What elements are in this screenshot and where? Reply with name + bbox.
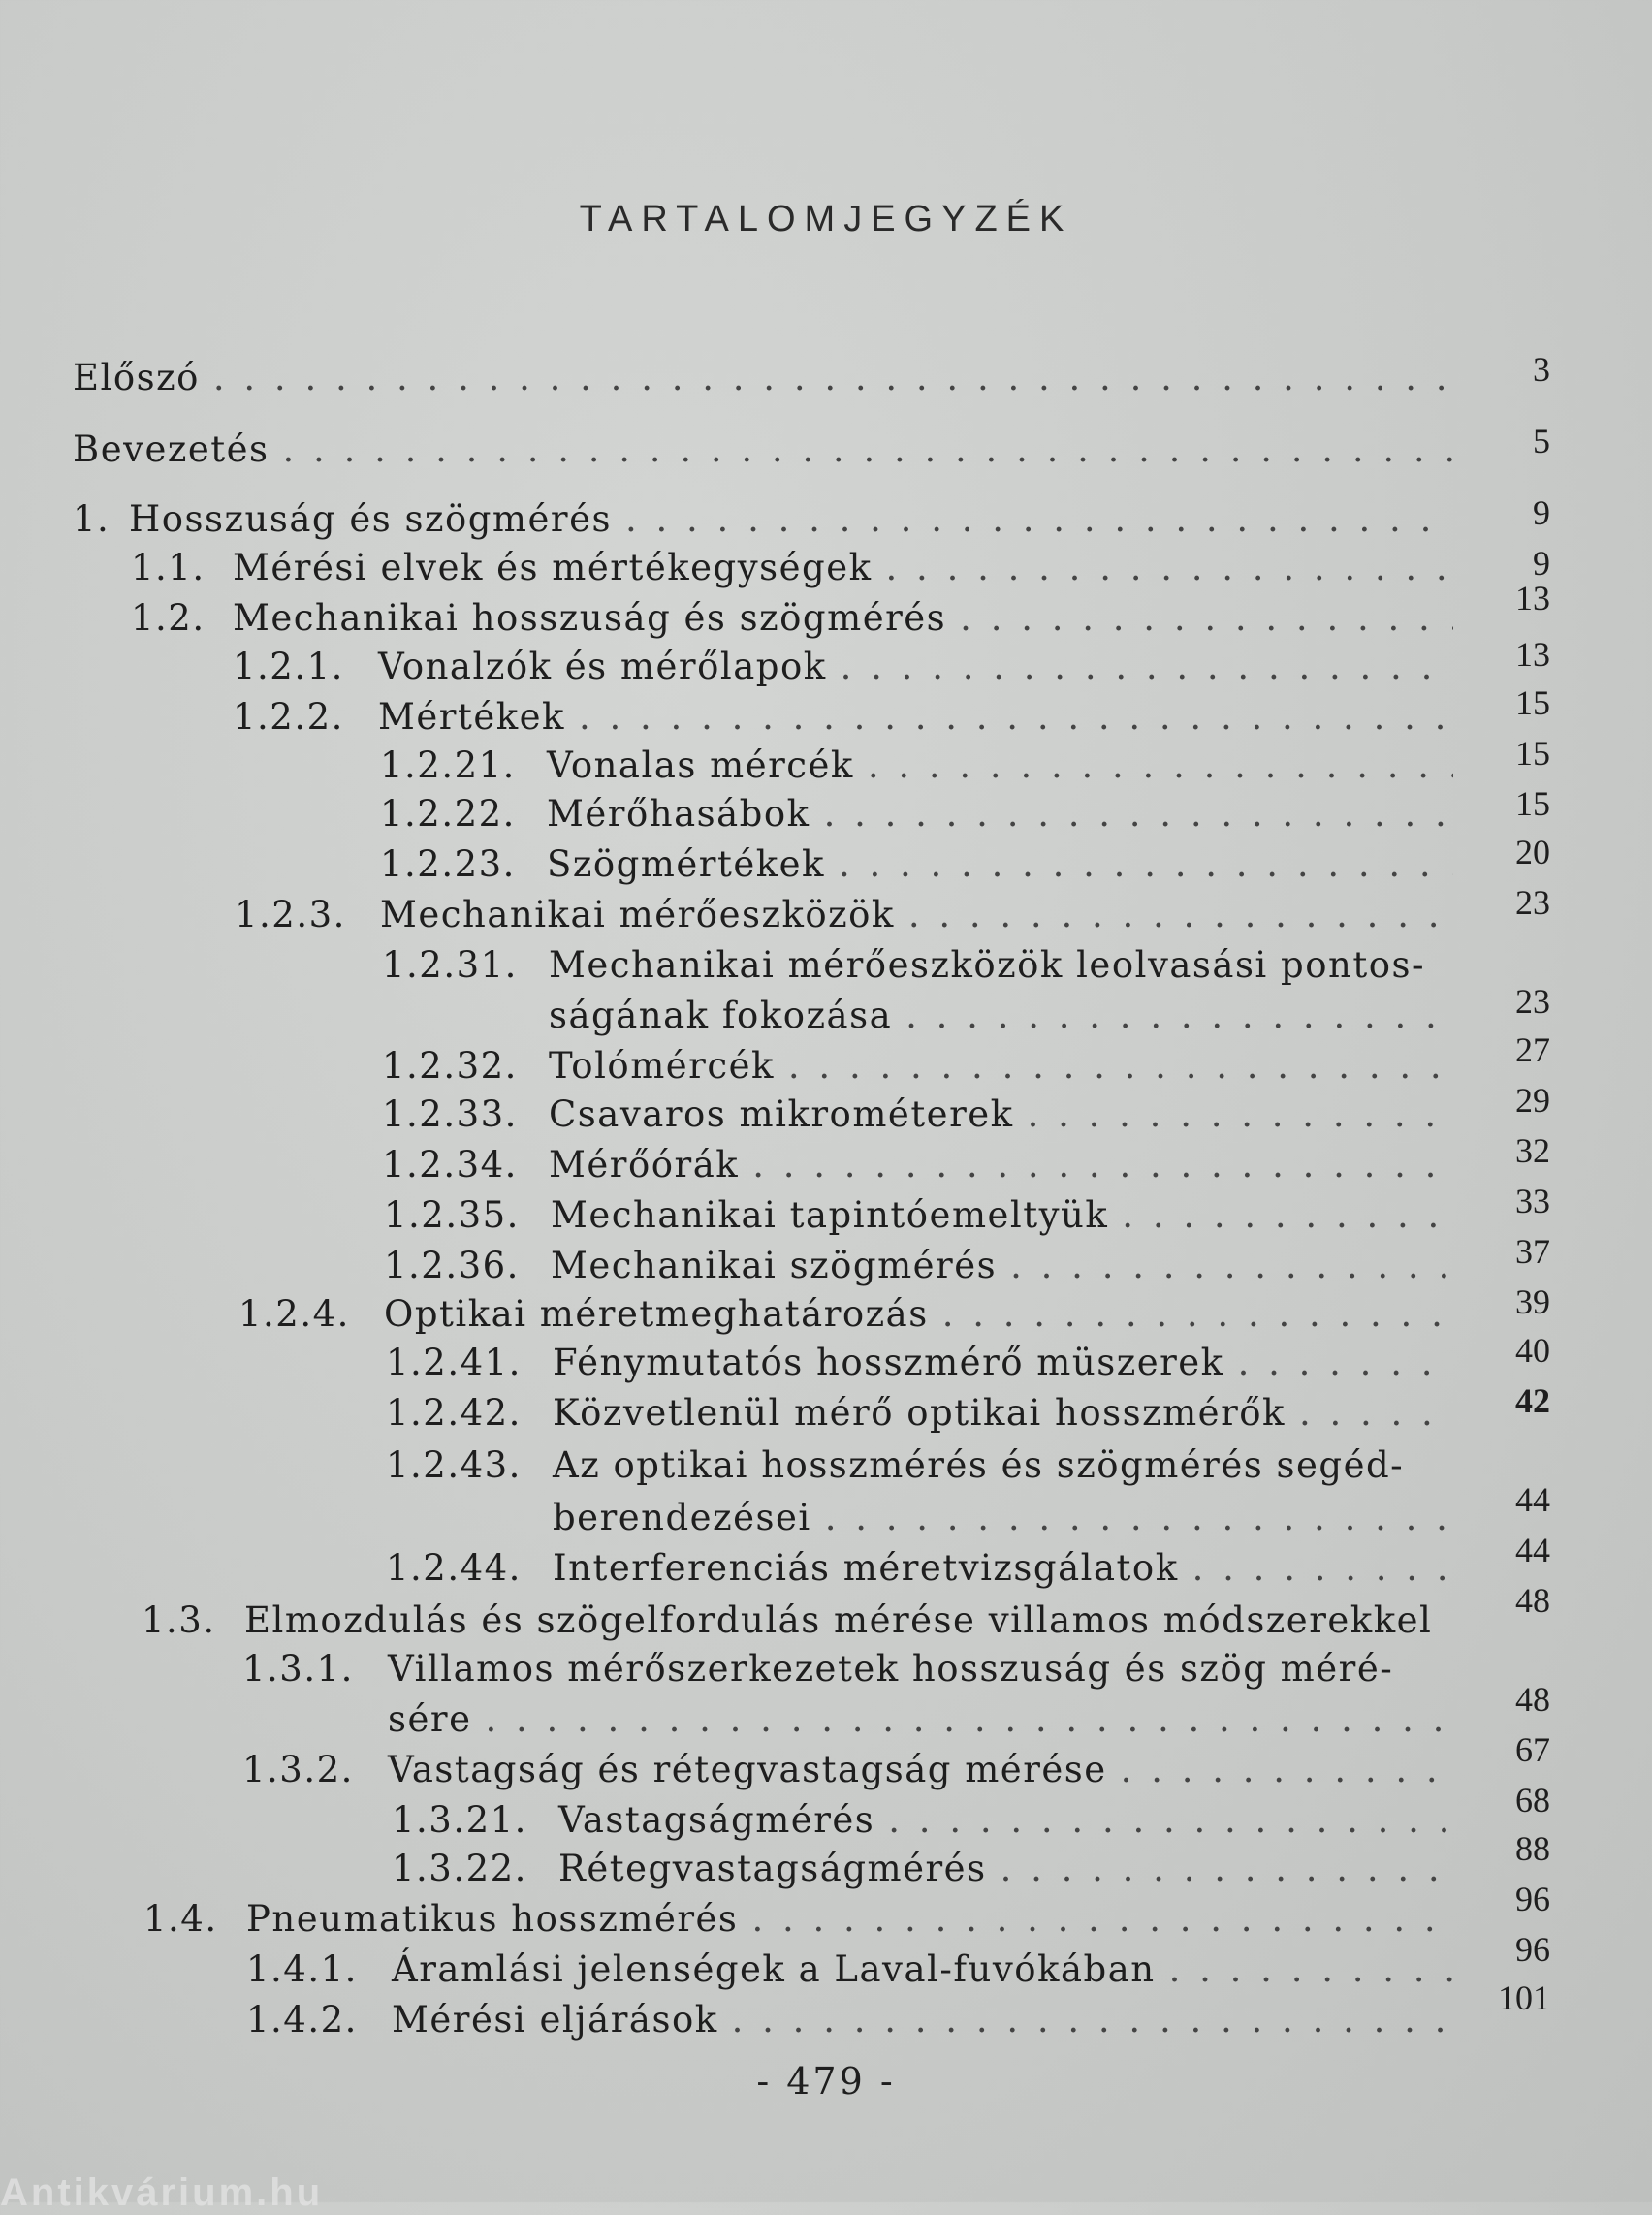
toc-entry-title: Mérési elvek és mértékegységek [233, 547, 873, 588]
toc-entry [233, 646, 1453, 690]
page-title: TARTALOMJEGYZÉK [579, 199, 1073, 239]
toc-entry [382, 944, 1425, 986]
toc-page-number: 27 [1515, 1030, 1550, 1069]
leader-dots [1169, 1948, 1453, 1990]
leader-dots [1121, 1749, 1453, 1790]
toc-page-number: 32 [1515, 1131, 1550, 1170]
toc-page-number: 13 [1515, 579, 1550, 617]
toc-entry-title: Az optikai hosszmérés és szögmérés segéd- [553, 1444, 1405, 1486]
toc-page-number: 13 [1515, 635, 1550, 674]
toc-entry-number: 1.2. [131, 597, 206, 639]
toc-page-number: 48 [1515, 1581, 1550, 1620]
toc-entry-title: Optikai méretmeghatározás [384, 1293, 929, 1335]
leader-dots [1299, 1392, 1453, 1434]
toc-entry-number: 1.2.43. [386, 1444, 522, 1486]
toc-entry-title: Interferenciás méretvizsgálatok [553, 1547, 1179, 1589]
toc-entry [386, 1444, 1404, 1486]
toc-page-number: 33 [1515, 1182, 1550, 1220]
toc-page-number: 37 [1515, 1232, 1550, 1271]
toc-page-number: 29 [1515, 1081, 1550, 1120]
leader-dots [1192, 1547, 1453, 1589]
toc-entry-title: Mechanikai mérőeszközök [380, 894, 895, 935]
toc-entry-continuation [549, 995, 1453, 1039]
toc-entry-title: Mechanikai szögmérés [551, 1245, 998, 1286]
toc-entry-continuation [388, 1698, 1453, 1743]
toc-entry-title: Vonalas mércék [547, 744, 854, 786]
toc-page-number: 44 [1515, 1531, 1550, 1569]
toc-entry-number: 1.3. [142, 1599, 216, 1641]
leader-dots [1122, 1194, 1453, 1236]
toc-entry [384, 1194, 1453, 1239]
toc-entry [142, 1599, 1432, 1641]
toc-page-number: 23 [1515, 883, 1550, 922]
leader-dots [888, 1799, 1453, 1841]
leader-dots [841, 646, 1453, 687]
toc-page-number: 42 [1515, 1381, 1550, 1420]
watermark: Antikvárium.hu [0, 2171, 324, 2214]
toc-entry-title: Mechanikai tapintóemeltyük [551, 1194, 1109, 1236]
toc-entry-title: Hosszuság és szögmérés [129, 498, 612, 540]
toc-entry-title: Vastagság és rétegvastagság mérése [388, 1749, 1107, 1790]
toc-page-number: 44 [1515, 1480, 1550, 1519]
toc-page-number: 67 [1515, 1730, 1550, 1769]
toc-entry-title: Előszó [73, 357, 200, 398]
toc-entry-number: 1.2.1. [233, 646, 344, 687]
toc-entry [384, 1245, 1453, 1289]
toc-page-number: 20 [1515, 833, 1550, 871]
leader-dots [1238, 1342, 1453, 1383]
toc-entry-title: Mérőhasábok [547, 793, 810, 835]
toc-entry-title: Áramlási jelenségek a Laval-fuvókában [392, 1948, 1156, 1990]
toc-entry-title: Csavaros mikrométerek [549, 1093, 1014, 1135]
leader-dots [788, 1045, 1453, 1087]
toc-page-number: 15 [1515, 734, 1550, 773]
toc-page-number: 15 [1515, 784, 1550, 823]
toc-entry [143, 1898, 1453, 1943]
toc-entry-title: Villamos mérőszerkezetek hosszuság és szög méré- [388, 1648, 1394, 1690]
leader-dots [283, 428, 1453, 470]
leader-dots [825, 1497, 1453, 1538]
toc-entry-title: Mértékek [378, 696, 565, 738]
leader-dots [751, 1898, 1453, 1940]
leader-dots [839, 843, 1453, 885]
leader-dots [886, 547, 1453, 588]
page-number-footer: - 479 - [756, 2060, 896, 2103]
toc-entry [73, 428, 1453, 473]
leader-dots [625, 498, 1453, 540]
toc-entry [238, 1293, 1453, 1338]
toc-entry-title: Közvetlenül mérő optikai hosszmérők [553, 1392, 1286, 1434]
toc-entry-title: Bevezetés [73, 428, 270, 470]
leader-dots [960, 597, 1453, 639]
toc-entry-number: 1.4.1. [246, 1948, 358, 1990]
leader-dots [732, 1999, 1453, 2041]
toc-entry-title-cont: sére [388, 1698, 472, 1740]
toc-entry-number: 1.4. [143, 1898, 218, 1940]
toc-entry-title: Mechanikai mérőeszközök leolvasási pontos- [549, 944, 1425, 986]
toc-entry-title: Mechanikai hosszuság és szögmérés [233, 597, 947, 639]
toc-entry [242, 1749, 1453, 1793]
toc-entry-title-cont: berendezései [553, 1497, 811, 1538]
toc-entry [73, 357, 1453, 401]
leader-dots [485, 1698, 1453, 1740]
toc-entry [382, 1045, 1453, 1090]
toc-entry-title: Fénymutatós hosszmérő müszerek [553, 1342, 1224, 1383]
toc-entry [131, 547, 1453, 591]
leader-dots [752, 1144, 1453, 1186]
toc-page-number: 101 [1498, 1978, 1550, 2017]
toc-entry [386, 1547, 1453, 1592]
toc-entry [392, 1848, 1453, 1892]
toc-entry-number: 1.2.31. [382, 944, 518, 986]
toc-entry-number: 1.3.21. [392, 1799, 527, 1841]
toc-entry [233, 696, 1453, 741]
toc-entry-number: 1.3.2. [242, 1749, 354, 1790]
toc-page-number: 5 [1533, 422, 1550, 460]
toc-entry-number: 1.2.36. [384, 1245, 520, 1286]
toc-entry-number: 1.2.35. [384, 1194, 520, 1236]
toc-entry-number: 1.2.33. [382, 1093, 518, 1135]
toc-entry [131, 597, 1453, 642]
toc-page-number: 40 [1515, 1331, 1550, 1370]
toc-entry-number: 1.2.23. [380, 843, 516, 885]
toc-entry-number: 1.2.3. [235, 894, 346, 935]
toc-page-number: 3 [1533, 350, 1550, 389]
toc-entry-number: 1.4.2. [246, 1999, 358, 2041]
toc-entry-number: 1.3.1. [242, 1648, 354, 1690]
toc-entry [380, 793, 1453, 838]
toc-entry-number: 1.2.4. [238, 1293, 350, 1335]
toc-entry [73, 498, 1453, 543]
toc-entry [242, 1648, 1393, 1690]
leader-dots [1010, 1245, 1453, 1286]
toc-entry [235, 894, 1453, 938]
toc-entry-number: 1.2.21. [380, 744, 516, 786]
toc-page-number: 88 [1515, 1829, 1550, 1868]
leader-dots [824, 793, 1453, 835]
leader-dots [942, 1293, 1453, 1335]
toc-entry [382, 1093, 1453, 1138]
toc-entry-number: 1.2.32. [382, 1045, 518, 1087]
toc-entry-title: Elmozdulás és szögelfordulás mérése villamos módszerekkel [244, 1599, 1433, 1641]
toc-entry [380, 843, 1453, 888]
toc-entry-number: 1.2.22. [380, 793, 516, 835]
toc-entry-continuation [553, 1497, 1453, 1541]
toc-entry-title: Rétegvastagságmérés [558, 1848, 987, 1889]
toc-entry-number: 1.2.2. [233, 696, 344, 738]
toc-page-number: 39 [1515, 1282, 1550, 1321]
toc-entry-title: Mérőórák [549, 1144, 740, 1186]
toc-entry-number: 1. [73, 498, 111, 540]
toc-entry [386, 1392, 1453, 1437]
toc-entry-number: 1.2.34. [382, 1144, 518, 1186]
toc-entry-title: Mérési eljárások [392, 1999, 718, 2041]
toc-page-number: 96 [1515, 1880, 1550, 1918]
toc-page-number: 15 [1515, 683, 1550, 722]
leader-dots [579, 696, 1453, 738]
toc-entry-number: 1.2.44. [386, 1547, 522, 1589]
leader-dots [905, 995, 1453, 1036]
leader-dots [868, 744, 1453, 786]
toc-entry-title: Vonalzók és mérőlapok [378, 646, 827, 687]
toc-entry [392, 1799, 1453, 1844]
toc-page-number: 68 [1515, 1781, 1550, 1819]
toc-entry [380, 744, 1453, 789]
toc-page-number: 9 [1533, 544, 1550, 583]
toc-entry [246, 1999, 1453, 2043]
toc-entry-title: Vastagságmérés [558, 1799, 875, 1841]
toc-entry-number: 1.3.22. [392, 1848, 527, 1889]
toc-entry [246, 1948, 1453, 1993]
toc-entry-title: Szögmértékek [547, 843, 825, 885]
toc-page-number: 48 [1515, 1680, 1550, 1719]
leader-dots [1001, 1848, 1453, 1889]
toc-page-number: 23 [1515, 982, 1550, 1021]
leader-dots [1028, 1093, 1453, 1135]
toc-entry-number: 1.2.41. [386, 1342, 522, 1383]
toc-entry-title-cont: ságának fokozása [549, 995, 893, 1036]
leader-dots [213, 357, 1453, 398]
leader-dots [908, 894, 1453, 935]
toc-entry [386, 1342, 1453, 1386]
toc-entry-title: Tolómércék [549, 1045, 775, 1087]
toc-page-number: 9 [1533, 493, 1550, 532]
toc-page-number: 96 [1515, 1930, 1550, 1969]
toc-entry-number: 1.1. [131, 547, 206, 588]
toc-entry-title: Pneumatikus hosszmérés [246, 1898, 739, 1940]
toc-entry [382, 1144, 1453, 1188]
toc-entry-number: 1.2.42. [386, 1392, 522, 1434]
